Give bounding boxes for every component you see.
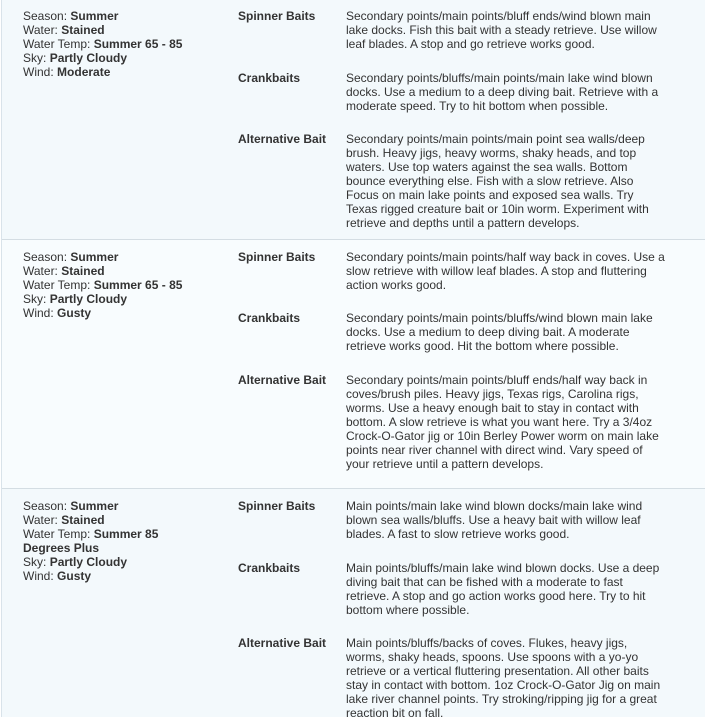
bait-name: Alternative Bait — [238, 636, 327, 650]
water-temp-label: Water Temp: — [23, 527, 91, 541]
season-label: Season: — [23, 250, 68, 264]
sky-label: Sky: — [23, 555, 47, 569]
water-label: Water: — [23, 23, 58, 37]
water-label: Water: — [23, 264, 58, 278]
season-value: Summer — [70, 499, 119, 513]
bait-description: Secondary points/bluffs/main points/main lake wind blown docks. Use a medium to a deep diving bait. Retrieve with a moderate speed. Try to hit bottom when possible. — [346, 71, 659, 113]
water-temp-value: Summer 85 Degrees Plus — [23, 527, 159, 555]
bait-row — [216, 636, 705, 720]
water-line — [23, 264, 216, 278]
bait-row — [216, 561, 705, 636]
water-temp-label: Water Temp: — [23, 278, 91, 292]
water-value: Stained — [61, 513, 105, 527]
wind-label: Wind: — [23, 65, 54, 79]
conditions-block — [2, 0, 705, 240]
bait-name: Spinner Baits — [238, 250, 316, 264]
season-value: Summer — [70, 250, 119, 264]
bait-row — [216, 250, 705, 311]
sky-line — [23, 292, 216, 306]
bait-name: Crankbaits — [238, 311, 301, 325]
sky-line — [23, 51, 216, 65]
wind-label: Wind: — [23, 569, 54, 583]
water-temp-line — [23, 37, 216, 51]
wind-value: Gusty — [57, 306, 92, 320]
wind-line — [23, 306, 216, 320]
bait-name: Alternative Bait — [238, 373, 327, 387]
bait-description: Secondary points/main points/bluffs/wind blown main lake docks. Use a medium to deep diving bait. A moderate retrieve works good. Hit the bottom where possible. — [346, 311, 653, 353]
wind-value: Gusty — [57, 569, 92, 583]
bait-row — [216, 499, 705, 561]
water-temp-line — [23, 278, 216, 292]
bait-description: Secondary points/main points/bluff ends/half way back in coves/brush piles. Heavy jigs, Texas rigs, Carolina rigs, worms. Use a heavy enough bait to stay in contact with bottom. A slow retrieve is what you want here. Try a 3/4oz Crock-O-Gator jig or 10in Berley Power worm on main lake points near river channel with direct wind. Vary speed of your retrieve until a pattern develops. — [346, 373, 659, 471]
water-line — [23, 23, 216, 37]
season-label: Season: — [23, 9, 68, 23]
conditions-cell — [2, 499, 216, 717]
water-label: Water: — [23, 513, 58, 527]
bait-name: Spinner Baits — [238, 499, 316, 513]
sky-value: Partly Cloudy — [49, 292, 128, 306]
bait-row — [216, 71, 705, 132]
wind-line — [23, 569, 216, 583]
water-line — [23, 513, 216, 527]
bait-description: Main points/bluffs/backs of coves. Flukes, heavy jigs, worms, shaky heads, spoons. Use spoons with a yo-yo retrieve or a vertical fluttering presentation. All other baits stay in contact with bottom. 1oz Crock-O-Gator Jig on main lake river channel points. Try stroking/ripping jig for a great reaction bit on fall. — [346, 636, 661, 720]
sky-value: Partly Cloudy — [49, 555, 128, 569]
season-label: Season: — [23, 499, 68, 513]
sky-value: Partly Cloudy — [49, 51, 128, 65]
bait-row — [216, 373, 705, 471]
bait-description: Main points/main lake wind blown docks/main lake wind blown sea walls/bluffs. Use a heavy bait with willow leaf blades. A fast to slow retrieve works good. — [346, 499, 643, 541]
baits-cell — [216, 499, 705, 720]
water-temp-label: Water Temp: — [23, 37, 91, 51]
season-line — [23, 250, 216, 264]
wind-value: Moderate — [57, 65, 111, 79]
bait-row — [216, 9, 705, 71]
conditions-block — [2, 489, 705, 720]
bait-description: Secondary points/main points/main point sea walls/deep brush. Heavy jigs, heavy worms, shaky heads, and top waters. Use top waters against the sea walls. Bottom bounce everything else. Fish with a slow retrieve. Also Focus on main lake points and exposed sea walls. Try Texas rigged creature bait or 10in worm. Experiment with retrieve and depths until a pattern develops. — [346, 132, 649, 230]
sky-label: Sky: — [23, 292, 47, 306]
season-value: Summer — [70, 9, 119, 23]
bait-description: Main points/bluffs/main lake wind blown docks. Use a deep diving bait that can be fished with a moderate to fast retrieve. A stop and go action works good here. Try to hit bottom where possible. — [346, 561, 660, 617]
water-value: Stained — [61, 264, 105, 278]
bait-name: Alternative Bait — [238, 132, 327, 146]
conditions-cell — [2, 250, 216, 488]
wind-label: Wind: — [23, 306, 54, 320]
bait-description: Secondary points/main points/bluff ends/wind blown main lake docks. Fish this bait with a steady retrieve. Use willow leaf blades. A stop and go retrieve works good. — [346, 9, 657, 51]
water-temp-value: Summer 65 - 85 — [93, 37, 183, 51]
sky-label: Sky: — [23, 51, 47, 65]
conditions-block — [2, 240, 705, 489]
baits-cell — [216, 9, 705, 239]
bait-row — [216, 132, 705, 230]
bait-name: Spinner Baits — [238, 9, 316, 23]
bait-name: Crankbaits — [238, 71, 301, 85]
water-temp-line — [23, 527, 193, 555]
conditions-cell — [2, 9, 216, 239]
wind-line — [23, 65, 216, 79]
sky-line — [23, 555, 216, 569]
baits-cell — [216, 250, 705, 488]
fishing-conditions-table — [1, 0, 705, 720]
water-temp-value: Summer 65 - 85 — [93, 278, 183, 292]
bait-name: Crankbaits — [238, 561, 301, 575]
water-value: Stained — [61, 23, 105, 37]
bait-row — [216, 311, 705, 373]
season-line — [23, 9, 216, 23]
season-line — [23, 499, 216, 513]
bait-description: Secondary points/main points/half way back in coves. Use a slow retrieve with willow leaf blades. A stop and fluttering action works good. — [346, 250, 665, 292]
